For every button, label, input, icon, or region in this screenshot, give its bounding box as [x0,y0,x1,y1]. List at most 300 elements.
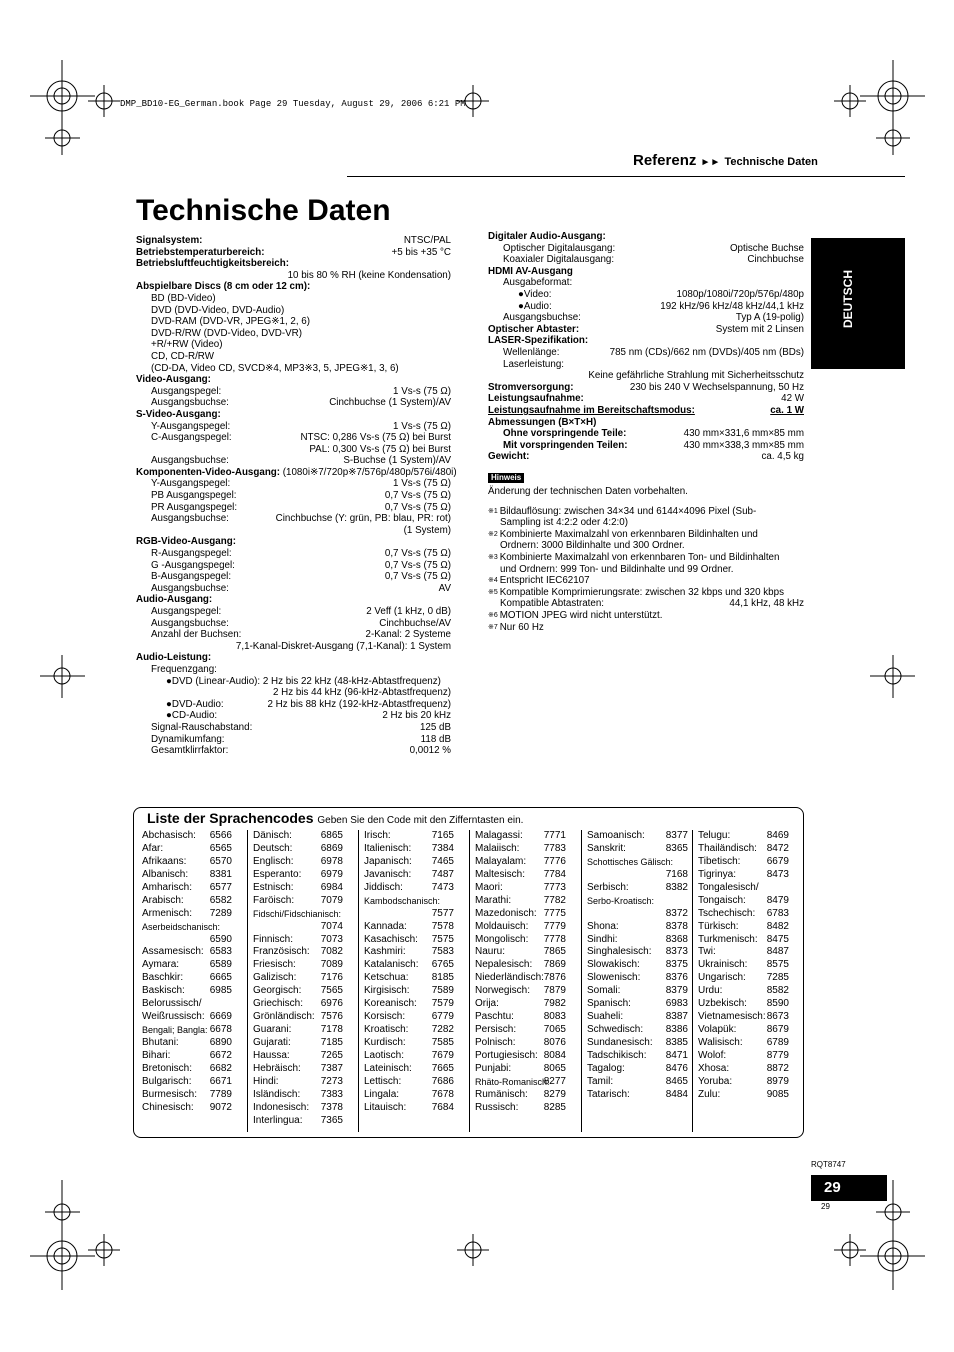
column-divider [581,830,582,1132]
language-entry [475,921,566,934]
language-name: Armenisch: [142,907,193,919]
language-code: 7876 [543,972,566,984]
spec-label: Leistungsaufnahme im Bereitschaftsmodus: [488,404,695,416]
spec-row [136,374,451,386]
spec-label: S-Video-Ausgang: [136,408,221,420]
spec-row [488,289,804,301]
language-entry [253,1037,343,1050]
spec-value: ca. 1 W [770,404,804,416]
footnote-row [488,506,804,518]
language-name: Lateinisch: [364,1062,412,1074]
spec-row [488,428,804,440]
language-name: Sanskrit: [587,842,626,854]
spec-label: G -Ausgangspegel: [151,559,235,571]
spec-label: Signal-Rauschabstand: [151,721,253,733]
language-name: Ukrainisch: [698,959,748,971]
language-entry [475,946,566,959]
language-entry [253,921,343,934]
file-info-line: DMP_BD10-EG_German.book Page 29 Tuesday, August 29, 2006 6:21 PM [120,99,466,109]
footnote-row [488,540,804,552]
spec-value: 1 Vs-s (75 Ω) [393,420,451,432]
language-name: Amharisch: [142,881,193,893]
language-code: 7678 [431,1088,454,1100]
language-code: 7176 [320,972,343,984]
language-code: 7473 [431,881,454,893]
language-name: Gujarati: [253,1037,291,1048]
language-code: 8590 [766,998,789,1010]
language-name: Suaheli: [587,1011,624,1023]
side-tab-label: DEUTSCH [841,270,855,329]
language-code: 6583 [209,946,232,958]
spec-label: Digitaler Audio-Ausgang: [488,231,606,242]
language-entry [253,1102,343,1115]
spec-label: Ausgangspegel: [151,606,222,617]
language-code: 7575 [431,933,454,945]
language-code: 8277 [543,1075,566,1087]
spec-row [488,440,804,452]
language-entry [475,882,566,895]
spec-label: Ausgangsbuchse: [151,397,229,409]
column-divider [692,830,693,1132]
language-code: 8484 [665,1088,688,1100]
footnote-text: Sampling ist 4:2:2 oder 4:2:0) [500,517,628,529]
language-name: Aymara: [142,959,180,971]
language-name: Sundanesisch: [587,1037,653,1048]
language-name: Baskisch: [142,985,185,997]
language-name: Paschtu: [475,1011,514,1023]
language-name: Sindhi: [587,933,618,945]
language-entry [142,908,232,921]
language-name: Kashmiri: [364,946,406,958]
spec-label: Wellenlänge: [503,346,560,358]
spec-label: Dynamikumfang: [151,733,225,745]
language-code: 8575 [766,959,789,971]
spec-row [136,258,451,270]
language-code: 7579 [431,998,454,1010]
language-code: 7576 [320,1011,343,1023]
footnote-text: $^{※1}$ Bildauflösung: zwischen 34×34 und 6144×4096 Pixel (Sub- [488,505,757,517]
language-entry [364,1011,454,1024]
language-entry [587,1063,688,1076]
language-name: Serbisch: [587,881,629,893]
language-name: Litauisch: [364,1101,407,1113]
language-name: Schwedisch: [587,1024,644,1036]
language-entry [142,1050,232,1063]
language-entry [142,1011,232,1024]
language-name: Esperanto: [253,868,302,880]
language-entry [142,1024,232,1037]
language-code: 8387 [665,1011,688,1023]
language-code: 9085 [766,1088,789,1100]
spec-row [136,548,451,560]
spec-row [136,676,451,688]
language-code: 8375 [665,959,688,971]
language-code: 8372 [665,907,688,919]
language-code: 7282 [431,1024,454,1036]
spec-label: DVD (DVD-Video, DVD-Audio) [151,304,285,316]
language-name: Tongalesisch/ [698,881,759,893]
footnote-marker: ※7 [488,623,500,631]
spec-row [136,699,451,711]
spec-value: 42 W [781,393,804,405]
language-entry [364,998,454,1011]
spec-label: Abmessungen (B×T×H) [488,416,597,428]
spec-label: Mit vorspringenden Teilen: [503,439,628,451]
language-entry [253,843,343,856]
language-entry [698,830,789,843]
language-name: Tatarisch: [587,1088,630,1100]
language-code: 8779 [766,1049,789,1061]
language-name: Bihari: [142,1049,171,1061]
column-divider [247,830,248,1132]
language-code: 6566 [209,830,232,841]
spec-row [136,478,451,490]
language-entry [587,869,688,882]
spec-row [136,293,451,305]
spec-label: Y-Ausgangspegel: [151,478,231,490]
language-entry [698,908,789,921]
language-code: 8377 [665,830,688,841]
language-code: 8382 [665,881,688,893]
language-code: 7778 [543,933,566,945]
spec-row [136,641,451,653]
spec-row [136,618,451,630]
spec-label: Betriebstemperaturbereich: [136,246,265,258]
language-name: Shona: [587,920,619,932]
language-name: Hindi: [253,1075,279,1087]
language-entry [587,908,688,921]
language-code: 8378 [665,920,688,932]
language-name: Kannada: [364,920,407,932]
language-name: Galizisch: [253,972,297,984]
spec-value: 430 mm×338,3 mm×85 mm [683,439,804,451]
spec-value: 1 Vs-s (75 Ω) [393,478,451,490]
spec-label: (CD-DA, Video CD, SVCD※4, MP3※3, 5, JPEG※1, 3, 6) [151,362,399,374]
spec-value: (1 System) [403,524,451,536]
specs-left-column [136,235,457,757]
spec-value: +5 bis +35 °C [391,246,451,258]
page-number: 29 [824,1179,841,1196]
language-entry [142,998,232,1011]
footnote-row [488,622,804,634]
language-entry [253,985,343,998]
language-code: 6985 [209,985,232,997]
spec-value: 2 Hz bis 20 kHz [382,710,451,722]
footnote-text: $^{※6}$ MOTION JPEG wird nicht unterstützt. [488,609,663,621]
language-entry [253,959,343,972]
language-code: 7165 [431,830,454,841]
language-code: 8679 [766,1024,789,1036]
language-entry [364,882,454,895]
language-entry [475,959,566,972]
spec-label: ●Video: [518,288,552,300]
language-code: 8279 [543,1088,566,1100]
spec-label: R-Ausgangspegel: [151,548,232,560]
language-name: Malayalam: [475,855,527,867]
spec-label: Audio-Leistung: [136,652,212,664]
language-entry [698,1076,789,1089]
language-entry [698,843,789,856]
language-name: Korsisch: [364,1011,406,1023]
language-name: Ketschua: [364,972,409,984]
footnote-marker: ※5 [488,588,500,596]
language-entry [142,946,232,959]
spec-label: Ausgangsbuchse: [503,312,581,324]
language-entry [587,895,688,908]
language-name: Tadschikisch: [587,1049,647,1061]
language-code: 6779 [431,1011,454,1023]
spec-value: Cinchbuchse/AV [379,617,451,629]
language-name: Belorussisch/ [142,998,202,1010]
spec-label: Abspielbare Discs (8 cm oder 12 cm): [136,281,311,293]
language-list-title [147,810,523,826]
language-entry [587,843,688,856]
footnote-marker: ※1 [488,507,500,515]
language-name: Nauru: [475,946,506,958]
spec-row [136,490,451,502]
language-entry [475,856,566,869]
language-code: 8465 [665,1075,688,1087]
spec-value: Optische Buchse [729,242,804,254]
spec-value: Cinchbuchse (1 System)/AV [329,397,451,409]
language-code: 6979 [320,868,343,880]
spec-label: Ausgangspegel: [151,385,222,397]
language-name: Portugiesisch: [475,1049,538,1061]
language-code: 6669 [209,1011,232,1023]
language-entry [587,830,688,843]
language-list-subtitle: Geben Sie den Code mit den Zifferntasten ein. [317,815,524,826]
language-code: 8482 [766,920,789,932]
language-entry [587,1011,688,1024]
language-name: Abchasisch: [142,830,196,841]
language-name: Interlingua: [253,1114,303,1126]
spec-label: Komponenten-Video-Ausgang: (1080i※7/720p※7/576p/480p/576i/480i) [136,466,457,478]
language-entry [253,1011,343,1024]
language-name: Slowakisch: [587,959,640,971]
language-name: Assamesisch: [142,946,204,958]
language-code: 7378 [320,1101,343,1113]
language-name: Jiddisch: [364,881,403,893]
language-name: Mongolisch: [475,933,529,945]
spec-row [136,235,451,247]
language-name: Aserbeidschanisch: [142,921,221,932]
subsection-name: Technische Daten [724,156,818,168]
language-entry [698,869,789,882]
language-code: 7565 [320,985,343,997]
spec-row [488,417,804,429]
language-entry [253,934,343,947]
language-name: Bretonisch: [142,1062,193,1074]
spec-label: Video-Ausgang: [136,374,211,386]
spec-value: 0,7 Vs-s (75 Ω) [384,490,451,502]
spec-label: C-Ausgangspegel: [151,432,232,444]
language-name: Samoanisch: [587,830,645,841]
language-code: 8084 [543,1049,566,1061]
spec-row [488,231,804,243]
language-name: Norwegisch: [475,985,531,997]
spec-value: 125 dB [419,721,451,733]
language-code: 6679 [766,855,789,867]
spec-row [136,560,451,572]
language-code: 6890 [209,1037,232,1048]
language-code: 7265 [320,1049,343,1061]
language-code: 7771 [543,830,566,841]
language-code: 8979 [766,1075,789,1087]
language-name: Thailändisch: [698,842,757,854]
footnote-row [488,575,804,587]
language-code: 8386 [665,1024,688,1036]
spec-row [136,339,451,351]
language-entry [253,972,343,985]
language-name: Uzbekisch: [698,998,747,1010]
language-entry [475,934,566,947]
language-entry [364,946,454,959]
spec-row [136,386,451,398]
language-column [587,830,688,1102]
language-side-tab [811,238,905,369]
language-name: Nepalesisch: [475,959,533,971]
language-name: Guarani: [253,1024,292,1036]
language-code: 6665 [209,972,232,984]
language-code: 7387 [320,1062,343,1074]
language-name: Rhäto-Romanisch: [475,1076,550,1087]
language-code: 6590 [209,933,232,945]
spec-row [136,363,451,375]
language-entry [475,830,566,843]
language-code: 7185 [320,1037,343,1048]
language-name: Isländisch: [253,1088,301,1100]
spec-label: Gesamtklirrfaktor: [151,745,229,757]
language-code: 8479 [766,894,789,906]
language-code: 6983 [665,998,688,1010]
spec-value: S-Buchse (1 System)/AV [343,455,451,467]
header-rule [347,176,905,177]
language-code: 6565 [209,842,232,854]
spec-value: 10 bis 80 % RH (keine Kondensation) [287,269,451,281]
spec-label: Frequenzgang: [151,663,217,675]
language-entry [475,908,566,921]
language-name: Estnisch: [253,881,294,893]
language-name: Somali: [587,985,621,997]
spec-row [136,270,451,282]
spec-value: Keine gefährliche Strahlung mit Sicherheitsschutz [588,370,804,382]
spec-row [136,247,451,259]
language-entry [698,985,789,998]
language-name: Kambodschanisch: [364,895,441,906]
spec-value: 7,1-Kanal-Diskret-Ausgang (7,1-Kanal): 1 System [235,640,451,652]
language-code: 8487 [766,946,789,958]
language-column [253,830,343,1128]
language-entry [364,1063,454,1076]
language-code: 7865 [543,946,566,958]
language-entry [587,1050,688,1063]
language-name: Moldauisch: [475,920,529,932]
language-code: 7578 [431,920,454,932]
language-entry [698,1011,789,1024]
language-entry [698,1050,789,1063]
language-name: Ungarisch: [698,972,746,984]
spec-value: Cinchbuchse (Y: grün, PB: blau, PR: rot) [275,513,451,525]
footnote-text: und Ordnern: 999 Ton- und Bildinhalte und 99 Ordner. [500,563,734,575]
column-divider [469,830,470,1132]
language-name: Kroatisch: [364,1024,409,1036]
spec-label: Optischer Abtaster: [488,323,580,335]
language-code: 7779 [543,920,566,932]
language-entry [142,1089,232,1102]
language-name: Telugu: [698,830,731,841]
language-entry [364,843,454,856]
language-entry [698,959,789,972]
language-entry [587,985,688,998]
spec-value: PAL: 0,300 Vs-s (75 Ω) bei Burst [309,443,451,455]
language-name: Tongaisch: [698,894,746,906]
language-code: 7089 [320,959,343,971]
language-entry [587,998,688,1011]
language-code: 7782 [543,894,566,906]
language-name: Walisisch: [698,1037,743,1048]
language-name: Italienisch: [364,842,412,854]
hinweis-text: Änderung der technischen Daten vorbehalten. [488,486,688,497]
spec-row [488,382,804,394]
language-name: Bhutani: [142,1037,179,1048]
language-name: Tschechisch: [698,907,756,919]
language-code: 7879 [543,985,566,997]
language-entry [698,998,789,1011]
language-code: 8872 [766,1062,789,1074]
language-name: Lingala: [364,1088,400,1100]
language-entry [364,934,454,947]
language-name: Albanisch: [142,868,189,880]
language-name: Georgisch: [253,985,302,997]
language-name: Persisch: [475,1024,517,1036]
language-code: 8083 [543,1011,566,1023]
language-name: Deutsch: [253,842,293,854]
spec-row [136,652,451,664]
language-entry [142,921,232,934]
language-code: 7465 [431,855,454,867]
spec-label: DVD-RAM (DVD-VR, JPEG※1, 2, 6) [151,316,310,328]
language-code: 7365 [320,1114,343,1126]
language-name: Englisch: [253,855,294,867]
language-name: Turkmenisch: [698,933,758,945]
language-entry [475,1024,566,1037]
language-code: 6577 [209,881,232,893]
language-entry [253,1076,343,1089]
language-name: Kirgisisch: [364,985,410,997]
language-entry [587,856,688,869]
spec-value: Cinchbuchse [747,254,804,266]
language-entry [587,1024,688,1037]
spec-label: Optischer Digitalausgang: [503,242,616,254]
language-entry [364,1089,454,1102]
language-code: 8582 [766,985,789,997]
spec-row [136,466,457,479]
language-name: Dänisch: [253,830,292,841]
spec-value: ca. 4,5 kg [761,451,804,463]
spec-label: ●DVD-Audio: [166,698,224,710]
language-name: Chinesisch: [142,1101,194,1113]
language-entry [587,946,688,959]
language-entry [142,934,232,947]
spec-row [488,370,804,382]
language-name: Irisch: [364,830,391,841]
language-code: 8381 [209,868,232,880]
spec-value: 192 kHz/96 kHz/48 kHz/44,1 kHz [660,300,804,312]
section-name: Referenz [633,152,697,169]
language-entry [253,1089,343,1102]
spec-label: DVD-R/RW (DVD-Video, DVD-VR) [151,327,302,339]
language-name: Türkisch: [698,920,739,932]
